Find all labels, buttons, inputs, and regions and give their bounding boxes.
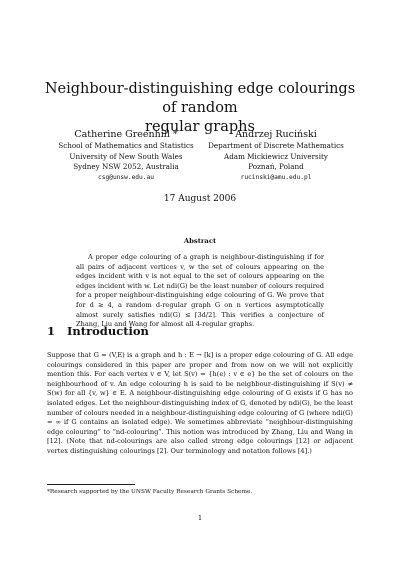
author-block-greenhill — [56, 128, 196, 183]
title-line-2: regular graphs — [145, 119, 255, 135]
author-email: rucinski@amu.edu.pl — [240, 173, 312, 181]
author-address: Poznań, Poland — [248, 162, 304, 172]
author-affiliation: School of Mathematics and Statistics — [58, 141, 194, 150]
title-line-1: Neighbour-distinguishing edge colourings of random — [44, 81, 356, 116]
author-institution: University of New South Wales — [69, 151, 183, 161]
abstract-heading: Abstract — [183, 237, 217, 245]
section-heading — [47, 324, 149, 338]
section-title: Introduction — [67, 324, 149, 338]
author-affiliation: Department of Discrete Mathematics — [208, 141, 344, 150]
abstract-text: A proper edge colouring of a graph is neighbour-distinguishing if for all pairs of adjacent vertices v, w the set of colours appearing on the edges incident with v is not equal to the set of colours appearing on the edges incident with w. Let ndi(G) be the least number of colours required for a proper neighbour-distinguishing edge colouring of G. We prove that for d ≥ 4, a random d-regular graph G on n vertices asymptotically almost surely satisfies ndi(G) ≤ ⌈3d/2⌉. This verifies a conjecture of Zhang, Liu and Wang for almost all 4-regular graphs. — [76, 253, 324, 329]
footnote: *Research supported by the UNSW Faculty Research Grants Scheme. — [47, 489, 253, 495]
author-name: Catherine Greenhill * — [74, 129, 178, 140]
author-address: Sydney NSW 2052, Australia — [73, 162, 179, 172]
author-institution: Adam Mickiewicz University — [224, 151, 328, 161]
footnote-rule — [47, 484, 135, 485]
author-name: Andrzej Ruciński — [235, 129, 317, 140]
author-email: csg@unsw.edu.au — [98, 173, 154, 181]
page-number: 1 — [197, 514, 203, 522]
author-block-rucinski — [206, 128, 346, 183]
introduction-paragraph: Suppose that G = (V,E) is a graph and h : E → [k] is a proper edge colouring of G. All edge colourings considered in this paper are proper and from now on we will not explicitly mention this. For each vertex v ∈ V, let S(v) = {h(e) : v ∈ e} be the set of colours on the neighbourhood of v. An edge colouring h is said to be neighbour-distinguishing if S(v) ≠ S(w) for all {v, w} ∈ E. A neighbour-distinguishing edge colouring of G exists if G has no isolated edges. Let the neighbour-distinguishing index of G, denoted by ndi(G), be the least number of colours needed in a neighbour-distinguishing edge colouring of G (where ndi(G) = ∞ if G contains an isolated edge). We sometimes abbreviate “neighbour-distinguishing edge colouring” to “nd-colouring”. This notion was introduced by Zhang, Liu and Wang in [12]. (Note that nd-colourings are also called strong edge colourings [12] or adjacent vertex distinguishing colourings [2]. Our terminology and notation follows [4].) — [47, 351, 353, 455]
paper-date: 17 August 2006 — [163, 194, 237, 204]
section-number: 1 — [47, 324, 56, 338]
